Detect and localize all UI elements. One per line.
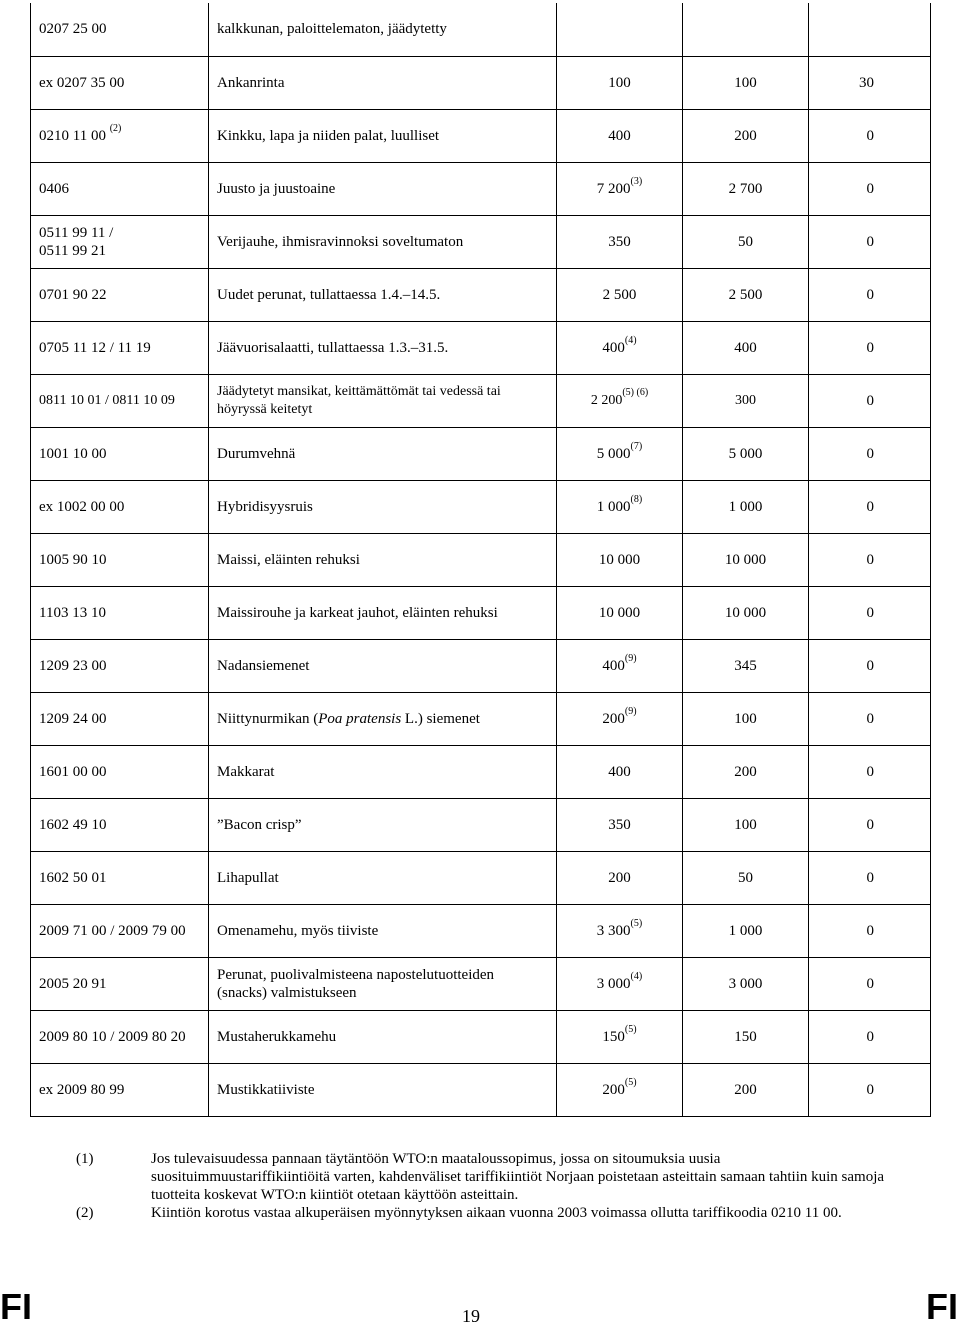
cell-quota-1: 400$^{(9)}$: [557, 639, 683, 692]
cell-quota-3: 0: [809, 374, 931, 427]
cell-code: 0705 11 12 / 11 19: [31, 321, 209, 374]
cell-description: Nadansiemenet: [209, 639, 557, 692]
cell-quota-2: 10 000: [683, 533, 809, 586]
table-body: [31, 3, 931, 1116]
cell-description: kalkkunan, paloittelematon, jäädytetty: [209, 3, 557, 56]
footnotes: [76, 1150, 896, 1222]
cell-description: ”Bacon crisp”: [209, 798, 557, 851]
cell-quota-2: 2 700: [683, 162, 809, 215]
cell-quota-1: 200$^{(5)}$: [557, 1063, 683, 1116]
footnote-text: Jos tulevaisuudessa pannaan täytäntöön WTO:n maataloussopimus, jossa on sitoumuksia uusia suosituimmuustariffikiintiöitä varten, kahdenväliset tariffikiintiöt Norjaan poistetaan asteittain samaan tahtiin kuin samoja tuotteita koskevat WTO:n kiintiöt otetaan käyttöön asteittain.: [151, 1151, 885, 1203]
cell-description: Perunat, puolivalmisteena napostelutuotteiden (snacks) valmistukseen: [209, 957, 557, 1010]
cell-code: 0811 10 01 / 0811 10 09: [31, 374, 209, 427]
cell-quota-2: 100: [683, 798, 809, 851]
table-row: [31, 480, 931, 533]
footnote-text: Kiintiön korotus vastaa alkuperäisen myönnytyksen aikaan vuonna 2003 voimassa ollutta tariffikoodia 0210 11 00.: [151, 1205, 842, 1221]
cell-description: Niittynurmikan (Poa pratensis L.) siemenet: [209, 692, 557, 745]
table-row: [31, 745, 931, 798]
cell-description: Maissirouhe ja karkeat jauhot, eläinten rehuksi: [209, 586, 557, 639]
cell-quota-2: 200: [683, 109, 809, 162]
footnote-number: (2): [76, 1205, 94, 1221]
language-code-right: FI: [926, 1286, 958, 1327]
cell-quota-3: 0: [809, 109, 931, 162]
cell-quota-3: 30: [809, 56, 931, 109]
table-row: [31, 957, 931, 1010]
table-row: [31, 56, 931, 109]
table-row: [31, 268, 931, 321]
cell-quota-1: 2 $200^{(5) (6)}$: [557, 374, 683, 427]
cell-quota-1: 2 500: [557, 268, 683, 321]
cell-quota-1: 200: [557, 851, 683, 904]
tariff-quota-table: [30, 3, 931, 1117]
cell-quota-1: 350: [557, 798, 683, 851]
cell-code: 1209 24 00: [31, 692, 209, 745]
cell-quota-2: 2 500: [683, 268, 809, 321]
cell-quota-3: 0: [809, 798, 931, 851]
cell-quota-1: 3 300$^{(5)}$: [557, 904, 683, 957]
cell-quota-3: 0: [809, 1010, 931, 1063]
cell-code: 2009 71 00 / 2009 79 00: [31, 904, 209, 957]
table-row: [31, 374, 931, 427]
cell-quota-3: [809, 3, 931, 56]
cell-code: 2005 20 91: [31, 957, 209, 1010]
cell-description: Maissi, eläinten rehuksi: [209, 533, 557, 586]
cell-code: 1209 23 00: [31, 639, 209, 692]
table-row: [31, 1063, 931, 1116]
cell-quota-3: 0: [809, 215, 931, 268]
table-row: [31, 692, 931, 745]
cell-quota-3: 0: [809, 745, 931, 798]
cell-quota-2: 400: [683, 321, 809, 374]
cell-code: 0406: [31, 162, 209, 215]
cell-quota-1: 5 000$^{(7)}$: [557, 427, 683, 480]
cell-quota-1: 3 000$^{(4)}$: [557, 957, 683, 1010]
cell-quota-3: 0: [809, 957, 931, 1010]
cell-quota-3: 0: [809, 1063, 931, 1116]
cell-code: 0207 25 00: [31, 3, 209, 56]
cell-quota-3: 0: [809, 692, 931, 745]
cell-quota-1: 150$^{(5)}$: [557, 1010, 683, 1063]
cell-quota-3: 0: [809, 321, 931, 374]
cell-quota-2: 5 000: [683, 427, 809, 480]
table-row: [31, 798, 931, 851]
cell-quota-2: 1 000: [683, 904, 809, 957]
table-row: [31, 639, 931, 692]
table-row: [31, 109, 931, 162]
table-row: [31, 586, 931, 639]
cell-quota-3: 0: [809, 851, 931, 904]
cell-quota-3: 0: [809, 427, 931, 480]
cell-description: Mustaherukkamehu: [209, 1010, 557, 1063]
table-row: [31, 904, 931, 957]
cell-code: ex 2009 80 99: [31, 1063, 209, 1116]
table-row: [31, 3, 931, 56]
cell-quota-2: 10 000: [683, 586, 809, 639]
cell-code: 0701 90 22: [31, 268, 209, 321]
cell-description: Mustikkatiiviste: [209, 1063, 557, 1116]
cell-description: Jäävuorisalaatti, tullattaessa 1.3.–31.5.: [209, 321, 557, 374]
cell-quota-1: 400$^{(4)}$: [557, 321, 683, 374]
cell-quota-2: 100: [683, 56, 809, 109]
cell-code: 1602 50 01: [31, 851, 209, 904]
cell-description: Kinkku, lapa ja niiden palat, luulliset: [209, 109, 557, 162]
cell-code: 1103 13 10: [31, 586, 209, 639]
cell-quota-1: 350: [557, 215, 683, 268]
cell-quota-1: 10 000: [557, 586, 683, 639]
cell-quota-3: 0: [809, 586, 931, 639]
cell-quota-2: [683, 3, 809, 56]
cell-quota-3: 0: [809, 639, 931, 692]
cell-quota-3: 0: [809, 480, 931, 533]
cell-code: 1602 49 10: [31, 798, 209, 851]
cell-quota-3: 0: [809, 533, 931, 586]
footnote-number: (1): [76, 1151, 94, 1167]
cell-description: Omenamehu, myös tiiviste: [209, 904, 557, 957]
cell-quota-1: 7 200$^{(3)}$: [557, 162, 683, 215]
table-row: [31, 1010, 931, 1063]
cell-description: Uudet perunat, tullattaessa 1.4.–14.5.: [209, 268, 557, 321]
cell-code: ex 1002 00 00: [31, 480, 209, 533]
cell-quota-1: 100: [557, 56, 683, 109]
cell-quota-2: 50: [683, 851, 809, 904]
language-code-left: FI: [0, 1286, 32, 1327]
table-row: [31, 533, 931, 586]
cell-quota-2: 50: [683, 215, 809, 268]
cell-quota-2: 200: [683, 745, 809, 798]
table-row: [31, 321, 931, 374]
cell-quota-1: 400: [557, 109, 683, 162]
cell-description: Makkarat: [209, 745, 557, 798]
cell-description: Lihapullat: [209, 851, 557, 904]
cell-code: 1001 10 00: [31, 427, 209, 480]
table-row: [31, 162, 931, 215]
cell-code: 0210 11 00 $^{(2)}$: [31, 109, 209, 162]
cell-description: Verijauhe, ihmisravinnoksi soveltumaton: [209, 215, 557, 268]
cell-description: Juusto ja juustoaine: [209, 162, 557, 215]
table-row: [31, 215, 931, 268]
cell-quota-2: 300: [683, 374, 809, 427]
cell-quota-3: 0: [809, 162, 931, 215]
cell-description: Durumvehnä: [209, 427, 557, 480]
cell-quota-1: [557, 3, 683, 56]
cell-quota-2: 200: [683, 1063, 809, 1116]
cell-code: 1601 00 00: [31, 745, 209, 798]
cell-quota-3: 0: [809, 268, 931, 321]
cell-quota-2: 150: [683, 1010, 809, 1063]
cell-quota-1: 10 000: [557, 533, 683, 586]
page-number: 19: [462, 1306, 480, 1326]
cell-quota-2: 3 000: [683, 957, 809, 1010]
cell-description: Jäädytetyt mansikat, keittämättömät tai vedessä tai höyryssä keitetyt: [209, 374, 557, 427]
table-row: [31, 851, 931, 904]
cell-description: Hybridisyysruis: [209, 480, 557, 533]
cell-quota-2: 100: [683, 692, 809, 745]
cell-code: 1005 90 10: [31, 533, 209, 586]
cell-quota-2: 1 000: [683, 480, 809, 533]
footnote-item: [76, 1204, 896, 1222]
cell-description: Ankanrinta: [209, 56, 557, 109]
table-row: [31, 427, 931, 480]
cell-code: ex 0207 35 00: [31, 56, 209, 109]
cell-quota-3: 0: [809, 904, 931, 957]
cell-quota-1: 400: [557, 745, 683, 798]
cell-quota-1: 1 000$^{(8)}$: [557, 480, 683, 533]
footnote-item: [76, 1150, 896, 1204]
cell-code: 0511 99 11 / 0511 99 21: [31, 215, 209, 268]
cell-quota-2: 345: [683, 639, 809, 692]
cell-quota-1: 200$^{(9)}$: [557, 692, 683, 745]
cell-code: 2009 80 10 / 2009 80 20: [31, 1010, 209, 1063]
